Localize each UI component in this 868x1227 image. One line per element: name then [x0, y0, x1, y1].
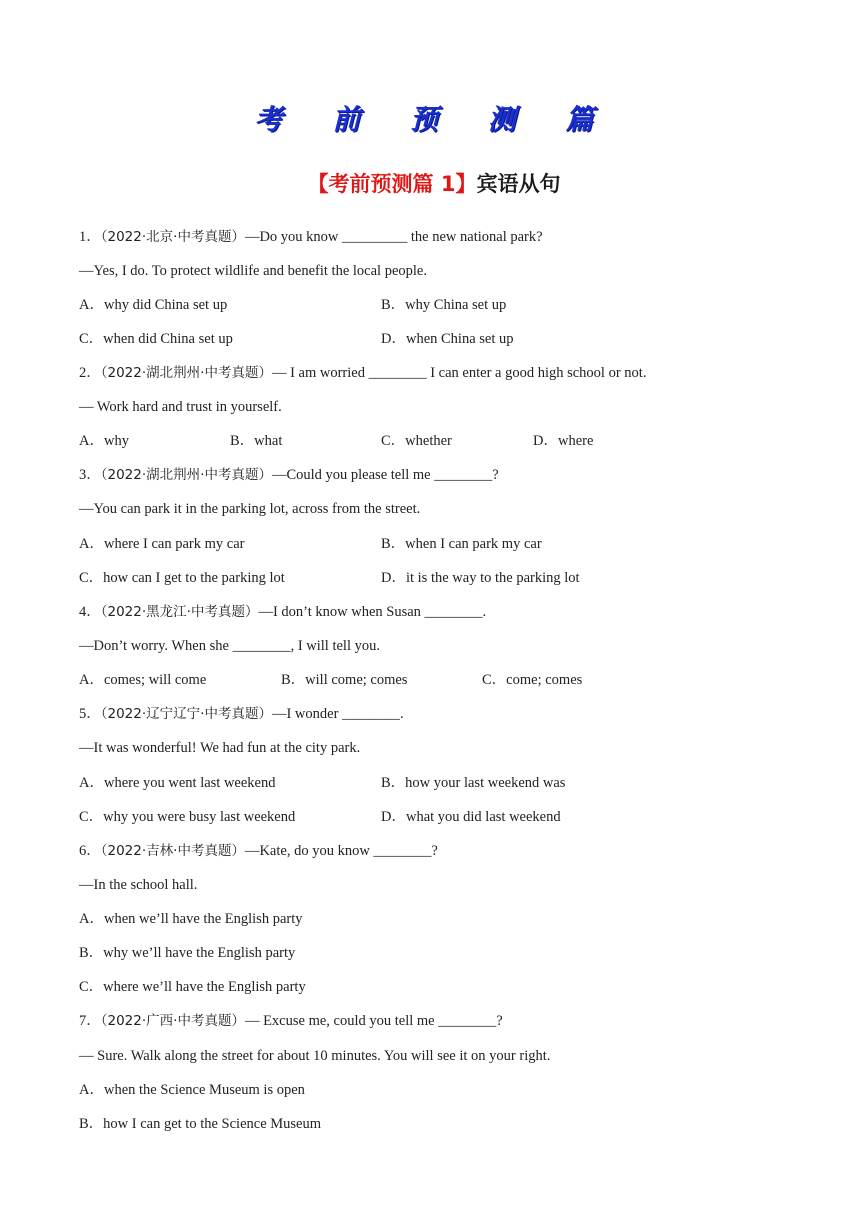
option-a: A．when we’ll have the English party [79, 911, 303, 927]
question-stem: 6．（2022·吉林·中考真题）—Kate, do you know ________? [79, 843, 438, 859]
section-title-bracket: 【考前预测篇 1】 [307, 172, 477, 196]
question-stem: 4．（2022·黑龙江·中考真题）—I don’t know when Susan ________. [79, 604, 487, 620]
option-d: D．when China set up [381, 331, 514, 347]
option-b: B．when I can park my car [381, 536, 542, 552]
option-c: C．how can I get to the parking lot [79, 570, 285, 586]
question-stem: 3．（2022·湖北荆州·中考真题）—Could you please tell me ________? [79, 467, 499, 483]
question-stem: 7．（2022·广西·中考真题）— Excuse me, could you tell me ________? [79, 1013, 503, 1029]
question-stem: 5．（2022·辽宁辽宁·中考真题）—I wonder ________. [79, 706, 404, 722]
option-a: A．when the Science Museum is open [79, 1082, 305, 1098]
option-b: B．how your last weekend was [381, 775, 566, 791]
option-d: D．what you did last weekend [381, 809, 561, 825]
option-c: C．why you were busy last weekend [79, 809, 296, 825]
option-b: B．what [230, 433, 283, 449]
page-title: 考 前 预 测 篇 [254, 103, 614, 136]
option-b: B．will come; comes [281, 672, 408, 688]
option-a: A．why [79, 433, 129, 449]
option-b: B．why we’ll have the English party [79, 945, 296, 961]
option-b: B．why China set up [381, 297, 507, 313]
question-stem: 2．（2022·湖北荆州·中考真题）— I am worried ________ I can enter a good high school or not. [79, 365, 647, 381]
question-reply: —It was wonderful! We had fun at the city park. [79, 740, 361, 756]
question-reply: — Work hard and trust in yourself. [79, 399, 282, 415]
option-c: C．whether [381, 433, 452, 449]
option-b: B．how I can get to the Science Museum [79, 1116, 322, 1132]
option-a: A．where I can park my car [79, 536, 245, 552]
option-d: D．where [533, 433, 594, 449]
question-stem: 1．（2022·北京·中考真题）—Do you know _________ the new national park? [79, 229, 543, 245]
option-a: A．where you went last weekend [79, 775, 276, 791]
question-reply: — Sure. Walk along the street for about 10 minutes. You will see it on your right. [79, 1048, 551, 1064]
question-reply: —In the school hall. [79, 877, 198, 893]
section-title-topic: 宾语从句 [476, 172, 561, 196]
option-c: C．where we’ll have the English party [79, 979, 306, 995]
question-reply: —Don’t worry. When she ________, I will tell you. [79, 638, 380, 654]
option-a: A．comes; will come [79, 672, 207, 688]
option-c: C．come; comes [482, 672, 583, 688]
section-title [0, 168, 868, 198]
question-reply: —Yes, I do. To protect wildlife and benefit the local people. [79, 263, 427, 279]
question-reply: —You can park it in the parking lot, across from the street. [79, 501, 421, 517]
option-d: D．it is the way to the parking lot [381, 570, 580, 586]
option-c: C．when did China set up [79, 331, 233, 347]
option-a: A．why did China set up [79, 297, 228, 313]
